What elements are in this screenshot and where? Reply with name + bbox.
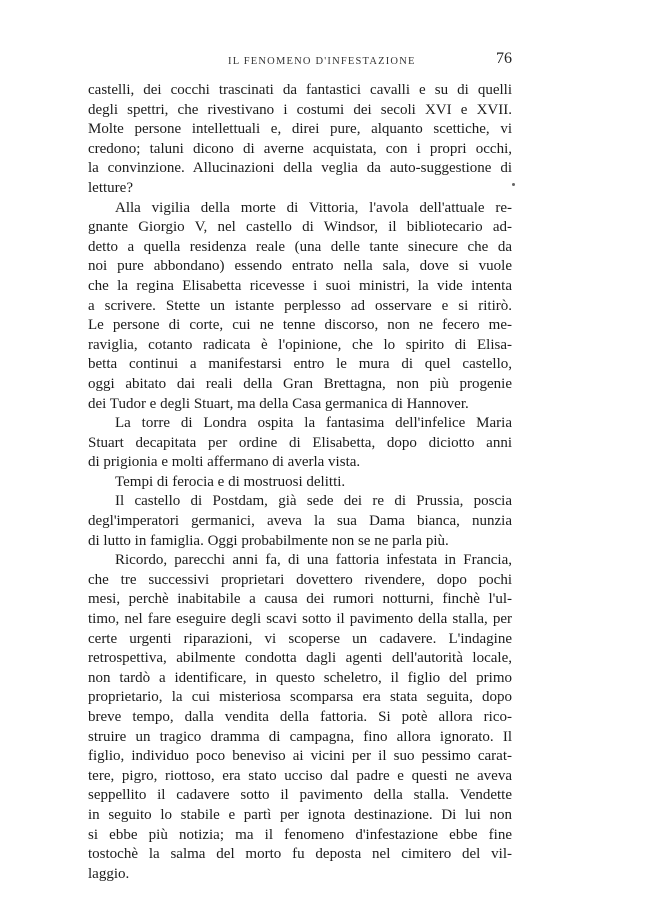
text-line: struire un tragico dramma di campagna, fino allora ignorato. Il <box>88 728 512 745</box>
text-line: degl'imperatori germanici, aveva la sua Dama bianca, nunzia <box>88 513 512 530</box>
text-line: si ebbe più notizia; ma il fenomeno d'infestazione ebbe fine <box>88 826 512 843</box>
text-line: seppellito il cadavere sotto il pavimento della stalla. Vendette <box>88 787 512 804</box>
text-line: certe urgenti riparazioni, vi scoperse un cadavere. L'indagine <box>88 630 512 647</box>
text-line: di lutto in famiglia. Oggi probabilmente non se ne parla più. <box>88 532 449 549</box>
text-line: Ricordo, parecchi anni fa, di una fattoria infestata in Francia, <box>115 552 512 569</box>
page-number: 76 <box>496 50 512 67</box>
text-line: tere, pigro, riottoso, era stato ucciso dal padre e questi ne aveva <box>88 767 512 784</box>
margin-speck <box>512 183 515 186</box>
text-line: Il castello di Postdam, già sede dei re di Prussia, poscia <box>115 493 512 510</box>
text-line: che tre successivi proprietari dovettero rivendere, dopo pochi <box>88 571 512 588</box>
text-line: che la regina Elisabetta ricevesse i suoi ministri, la vide intenta <box>88 277 512 294</box>
text-line: gnante Giorgio V, nel castello di Windsor, il bibliotecario ad- <box>88 219 512 236</box>
text-line: retrospettiva, abilmente condotta dagli agenti dell'autorità locale, <box>88 650 512 667</box>
text-line: tostochè la salma del morto fu deposta nel cimitero del vil- <box>88 846 512 863</box>
text-line: la convinzione. Allucinazioni della veglia da auto-suggestione di <box>88 160 512 177</box>
text-line: noi pure abbondano) essendo entrato nella sala, dove si vuole <box>88 258 512 275</box>
text-line: letture? <box>88 179 133 196</box>
text-line: betta continui a manifestarsi entro le mura di quel castello, <box>88 356 512 373</box>
text-line: raviglia, cotanto radicata è l'opinione, che lo spirito di Elisa- <box>88 336 512 353</box>
text-line: Alla vigilia della morte di Vittoria, l'avola dell'attuale re- <box>115 199 512 216</box>
text-line: proprietario, la cui misteriosa scomparsa era stata seguita, dopo <box>88 689 512 706</box>
text-line: oggi abitato dai reali della Gran Brettagna, non più progenie <box>88 375 512 392</box>
text-line: in seguito lo stabile e partì per ignota destinazione. Di lui non <box>88 806 512 823</box>
text-line: mesi, perchè inabitabile a causa dei rumori notturni, finchè l'ul- <box>88 591 512 608</box>
text-line: credono; taluni dicono di averne acquistata, con i propri occhi, <box>88 140 512 157</box>
text-line: degli spettri, che rivestivano i costumi dei secoli XVI e XVII. <box>88 101 512 118</box>
text-line: Le persone di corte, cui ne tenne discorso, non ne fecero me- <box>88 317 512 334</box>
page-header <box>88 50 512 72</box>
text-line: Stuart decapitata per ordine di Elisabetta, dopo diciotto anni <box>88 434 512 451</box>
text-line: detto a quella residenza reale (una delle tante sinecure che da <box>88 238 512 255</box>
text-line: non tardò a identificare, in questo scheletro, il figlio del primo <box>88 669 512 686</box>
text-line: di prigionia e molti affermano di averla vista. <box>88 454 361 471</box>
running-title: IL FENOMENO D'INFESTAZIONE <box>228 56 416 67</box>
text-line: breve tempo, dalla vendita della fattoria. Si potè allora rico- <box>88 709 512 725</box>
text-line: Molte persone intellettuali e, direi pure, alquanto scettiche, vi <box>88 121 512 138</box>
text-line: castelli, dei cocchi trascinati da fantastici cavalli e su di quelli <box>88 82 512 98</box>
body-text <box>88 81 512 884</box>
text-line: laggio. <box>88 865 130 882</box>
text-line: figlio, individuo poco beneviso ai vicini per il suo pessimo carat- <box>88 748 512 765</box>
text-line: dei Tudor e degli Stuart, ma della Casa germanica di Hannover. <box>88 395 469 412</box>
text-line: La torre di Londra ospita la fantasima dell'infelice Maria <box>115 415 512 432</box>
text-line: a scrivere. Stette un istante perplesso ad osservare e si ritirò. <box>88 297 512 314</box>
text-line: Tempi di ferocia e di mostruosi delitti. <box>115 473 346 490</box>
text-line: timo, nel fare eseguire degli scavi sotto il pavimento della stalla, per <box>88 611 512 628</box>
